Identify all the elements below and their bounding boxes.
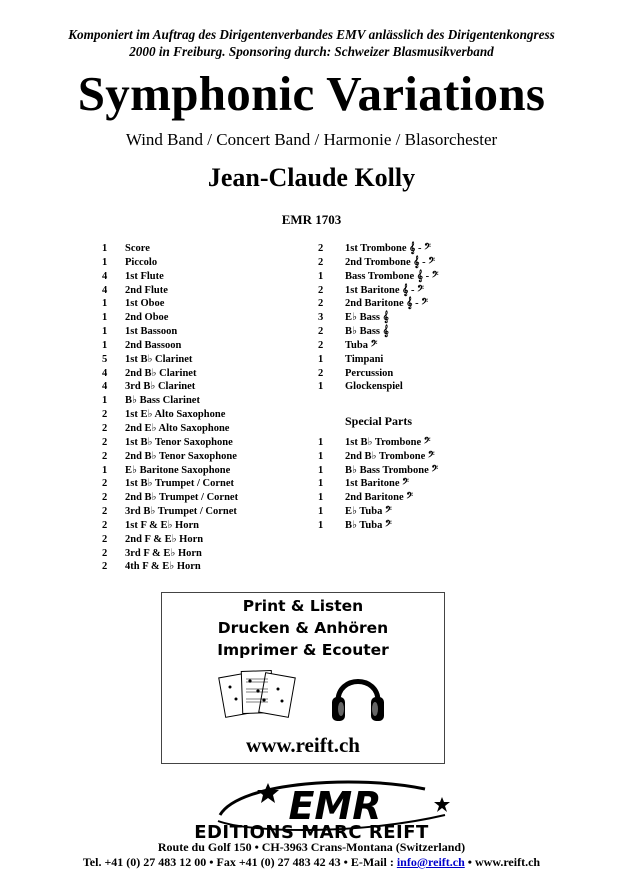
special-part-row: [318, 436, 518, 450]
catalog-number: EMR 1703: [281, 212, 342, 227]
part-quantity: 2: [318, 243, 324, 254]
part-name: Score: [125, 243, 150, 254]
part-name: Glockenspiel: [345, 381, 403, 393]
sheet-music-icon: [218, 667, 296, 725]
part-name: 1st Oboe: [125, 298, 165, 310]
part-row: [318, 311, 518, 325]
part-row: [102, 533, 312, 547]
part-quantity: 2: [102, 506, 108, 518]
part-name: 2nd B♭ Trumpet / Cornet: [125, 492, 239, 504]
part-name: 3rd B♭ Clarinet: [125, 381, 196, 393]
part-name: 2nd Bassoon: [125, 339, 182, 351]
part-name: 1st Bassoon: [125, 326, 178, 338]
part-name: 3rd F & E♭ Horn: [125, 547, 202, 559]
part-name: 2nd B♭ Clarinet: [125, 367, 197, 379]
part-name: 2nd B♭ Tenor Saxophone: [125, 450, 237, 462]
part-quantity: 1: [318, 506, 324, 518]
list-spacer: [318, 394, 518, 408]
part-row: [102, 339, 312, 353]
part-row: [318, 339, 518, 353]
part-row: [318, 297, 518, 311]
part-quantity: 1: [102, 298, 108, 310]
part-quantity: 2: [318, 339, 324, 351]
part-name: E♭ Bass 𝄞: [345, 312, 389, 324]
part-name: B♭ Bass Clarinet: [125, 395, 200, 407]
part-name: 1st B♭ Tenor Saxophone: [125, 436, 233, 448]
part-quantity: 2: [102, 492, 108, 504]
part-row: [102, 450, 312, 464]
parts-list-left: [102, 242, 312, 574]
part-quantity: 1: [318, 436, 324, 448]
part-quantity: 1: [102, 464, 108, 476]
contact-line: [0, 855, 623, 870]
part-row: [102, 284, 312, 298]
part-quantity: 2: [318, 284, 324, 296]
part-row: [102, 311, 312, 325]
part-quantity: 4: [102, 367, 108, 379]
part-name: Piccolo: [125, 256, 158, 268]
part-name: B♭ Bass 𝄞: [345, 326, 389, 338]
special-part-row: [318, 464, 518, 478]
email-link[interactable]: info@reift.ch: [396, 855, 465, 869]
part-row: [318, 367, 518, 381]
contact-phone-fax: Tel. +41 (0) 27 483 12 00 • Fax +41 (0) 27 483 42 43 • E-Mail :: [82, 855, 397, 869]
part-quantity: 1: [318, 450, 324, 462]
part-row: [102, 380, 312, 394]
part-name: Timpani: [345, 353, 384, 365]
part-name: 1st Baritone 𝄞 - 𝄢: [345, 284, 424, 296]
part-row: [102, 297, 312, 311]
part-row: [318, 325, 518, 339]
part-row: [102, 422, 312, 436]
part-row: [102, 491, 312, 505]
special-part-row: [318, 505, 518, 519]
commission-line-1: Komponiert im Auftrag des Dirigentenverbandes EMV anlässlich des Dirigentenkongress: [68, 27, 555, 42]
part-quantity: 2: [318, 326, 324, 338]
part-name: 3rd B♭ Trumpet / Cornet: [125, 506, 237, 518]
part-quantity: 2: [318, 298, 324, 310]
special-parts-heading: Special Parts: [345, 414, 412, 429]
part-name: E♭ Tuba 𝄢: [345, 506, 392, 518]
part-quantity: 1: [318, 381, 324, 393]
print-listen-line-fr: Imprimer & Ecouter: [217, 641, 389, 659]
part-name: 1st Baritone 𝄢: [345, 478, 409, 490]
part-quantity: 2: [102, 422, 108, 434]
part-quantity: 3: [318, 312, 324, 324]
brand-name: EDITIONS MARC REIFT: [194, 822, 429, 843]
part-quantity: 2: [102, 547, 108, 559]
part-quantity: 1: [318, 270, 324, 282]
part-row: [318, 242, 518, 256]
part-row: [318, 380, 518, 394]
part-row: [102, 477, 312, 491]
part-quantity: 1: [318, 478, 324, 490]
part-quantity: 1: [318, 492, 324, 504]
part-quantity: 2: [102, 436, 108, 448]
website-url[interactable]: www.reift.ch: [246, 733, 360, 757]
part-name: 2nd F & E♭ Horn: [125, 533, 204, 545]
part-name: 2nd B♭ Trombone 𝄢: [345, 450, 435, 462]
part-quantity: 2: [318, 256, 324, 268]
part-quantity: 1: [102, 256, 108, 268]
part-row: [102, 367, 312, 381]
part-row: [102, 325, 312, 339]
part-name: Tuba 𝄢: [345, 339, 378, 351]
print-listen-box: [161, 592, 445, 764]
part-row: [102, 560, 312, 574]
part-row: [102, 353, 312, 367]
composer-name: Jean-Claude Kolly: [207, 163, 416, 192]
part-quantity: 2: [318, 367, 324, 379]
part-name: Percussion: [345, 367, 394, 379]
part-quantity: 1: [102, 339, 108, 351]
commission-note: [0, 26, 623, 60]
part-name: 2nd Baritone 𝄢: [345, 492, 414, 504]
part-name: 2nd Baritone 𝄞 - 𝄢: [345, 298, 428, 310]
commission-line-2: 2000 in Freiburg. Sponsoring durch: Schweizer Blasmusikverband: [129, 44, 494, 59]
part-quantity: 2: [102, 450, 108, 462]
part-quantity: 1: [318, 353, 324, 365]
special-part-row: [318, 450, 518, 464]
part-row: [102, 394, 312, 408]
part-name: 1st E♭ Alto Saxophone: [125, 409, 226, 421]
part-quantity: 4: [102, 270, 108, 282]
part-row: [102, 547, 312, 561]
logo-text: EMR: [288, 784, 382, 828]
part-quantity: 4: [102, 381, 108, 393]
part-quantity: 2: [102, 561, 108, 573]
part-row: [102, 242, 312, 256]
special-part-row: [318, 519, 518, 533]
part-quantity: 1: [102, 312, 108, 324]
part-name: B♭ Bass Trombone 𝄢: [345, 464, 439, 476]
part-quantity: 5: [102, 353, 108, 365]
part-row: [102, 519, 312, 533]
part-quantity: 4: [102, 284, 108, 296]
part-row: [318, 256, 518, 270]
page-title: Symphonic Variations: [77, 66, 546, 121]
part-quantity: 2: [102, 533, 108, 545]
publisher-address: Route du Golf 150 • CH-3963 Crans-Montana (Switzerland): [157, 840, 466, 854]
part-row: [318, 353, 518, 367]
part-quantity: 1: [318, 519, 324, 531]
parts-list-right: [318, 242, 518, 533]
part-name: 1st B♭ Clarinet: [125, 353, 193, 365]
part-name: 2nd Trombone 𝄞 - 𝄢: [345, 256, 435, 268]
part-row: [318, 270, 518, 284]
part-quantity: 2: [102, 409, 108, 421]
part-name: 2nd E♭ Alto Saxophone: [125, 422, 230, 434]
part-name: 2nd Flute: [125, 284, 168, 296]
special-part-row: [318, 477, 518, 491]
print-listen-line-de: Drucken & Anhören: [217, 619, 389, 637]
part-name: 1st Flute: [125, 270, 164, 282]
part-name: 1st B♭ Trombone 𝄢: [345, 436, 431, 448]
part-quantity: 1: [102, 395, 108, 407]
part-name: B♭ Tuba 𝄢: [345, 519, 392, 531]
part-name: 1st Trombone 𝄞 - 𝄢: [345, 243, 431, 254]
part-quantity: 1: [318, 464, 324, 476]
part-quantity: 1: [102, 243, 108, 254]
special-part-row: [318, 491, 518, 505]
part-row: [102, 270, 312, 284]
part-row: [102, 408, 312, 422]
part-row: [102, 436, 312, 450]
part-row: [318, 284, 518, 298]
part-name: E♭ Baritone Saxophone: [125, 464, 231, 476]
part-name: 4th F & E♭ Horn: [125, 561, 201, 573]
headphones-icon: [328, 667, 388, 725]
part-name: 2nd Oboe: [125, 312, 169, 324]
part-quantity: 2: [102, 478, 108, 490]
print-listen-line-en: Print & Listen: [242, 597, 364, 615]
contact-website: • www.reift.ch: [464, 855, 541, 869]
part-row: [102, 505, 312, 519]
part-row: [102, 256, 312, 270]
part-name: 1st B♭ Trumpet / Cornet: [125, 478, 234, 490]
part-quantity: 2: [102, 519, 108, 531]
part-quantity: 1: [102, 326, 108, 338]
part-name: Bass Trombone 𝄞 - 𝄢: [345, 270, 439, 282]
part-name: 1st F & E♭ Horn: [125, 519, 199, 531]
subtitle: Wind Band / Concert Band / Harmonie / Blasorchester: [125, 130, 498, 149]
part-row: [102, 464, 312, 478]
